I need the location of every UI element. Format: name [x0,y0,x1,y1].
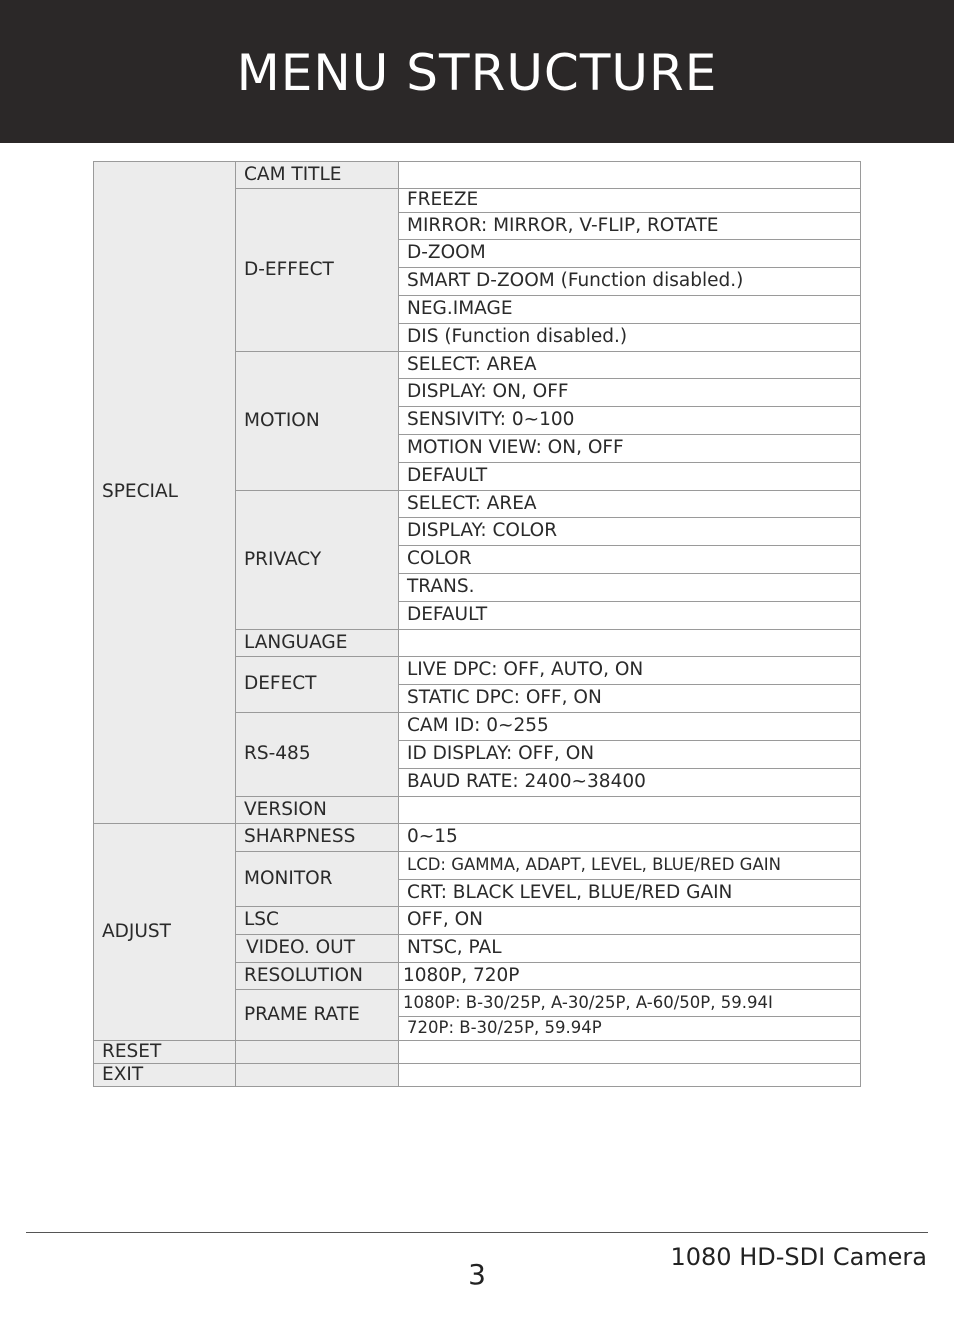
menu-resolution: RESOLUTION [236,963,399,990]
menu-reset: RESET [94,1041,236,1064]
menu-value: FREEZE [399,189,861,213]
menu-frame-rate: PRAME RATE [236,990,399,1041]
menu-value: SENSIVITY: 0~100 [399,407,861,435]
menu-value: CAM ID: 0~255 [399,713,861,741]
menu-value: MIRROR: MIRROR, V-FLIP, ROTATE [399,213,861,240]
menu-value: NTSC, PAL [399,935,861,963]
table-row [94,162,861,189]
menu-value: SELECT: AREA [399,491,861,518]
menu-value-empty [399,797,861,824]
menu-value: DISPLAY: COLOR [399,518,861,546]
menu-value: 0~15 [399,824,861,852]
menu-submenu-empty [236,1041,399,1064]
menu-value: ID DISPLAY: OFF, ON [399,741,861,769]
menu-value: DISPLAY: ON, OFF [399,379,861,407]
menu-value: 720P: B-30/25P, 59.94P [399,1017,861,1041]
menu-value-empty [399,1041,861,1064]
menu-language: LANGUAGE [236,630,399,657]
menu-privacy: PRIVACY [236,491,399,630]
menu-value-empty [399,630,861,657]
footer-product-name: 1080 HD-SDI Camera [670,1243,927,1271]
menu-value: OFF, ON [399,907,861,935]
menu-value: MOTION VIEW: ON, OFF [399,435,861,463]
menu-value: 1080P: B-30/25P, A-30/25P, A-60/50P, 59.94I [399,990,861,1017]
menu-value: COLOR [399,546,861,574]
table-row [94,1041,861,1064]
menu-version: VERSION [236,797,399,824]
page-title: MENU STRUCTURE [236,44,718,102]
menu-value: DEFAULT [399,602,861,630]
menu-value: BAUD RATE: 2400~38400 [399,769,861,797]
menu-value: 1080P, 720P [399,963,861,990]
table-row [94,1064,861,1087]
menu-value: NEG.IMAGE [399,296,861,324]
menu-value-empty [399,1064,861,1087]
menu-value: SELECT: AREA [399,352,861,379]
menu-value: STATIC DPC: OFF, ON [399,685,861,713]
page-number: 3 [468,1258,486,1291]
menu-value: SMART D-ZOOM (Function disabled.) [399,268,861,296]
menu-video-out: VIDEO. OUT [236,935,399,963]
menu-rs485: RS-485 [236,713,399,797]
menu-value: LIVE DPC: OFF, AUTO, ON [399,657,861,685]
menu-special: SPECIAL [94,162,236,824]
menu-value: TRANS. [399,574,861,602]
menu-value: CRT: BLACK LEVEL, BLUE/RED GAIN [399,880,861,907]
menu-sharpness: SHARPNESS [236,824,399,852]
menu-exit: EXIT [94,1064,236,1087]
page-header [0,0,954,143]
table-row [94,824,861,852]
menu-value: DEFAULT [399,463,861,491]
menu-defect: DEFECT [236,657,399,713]
menu-value: DIS (Function disabled.) [399,324,861,352]
menu-value: LCD: GAMMA, ADAPT, LEVEL, BLUE/RED GAIN [399,852,861,880]
menu-lsc: LSC [236,907,399,935]
menu-submenu-empty [236,1064,399,1087]
menu-motion: MOTION [236,352,399,491]
menu-value: D-ZOOM [399,240,861,268]
menu-adjust: ADJUST [94,824,236,1041]
menu-monitor: MONITOR [236,852,399,907]
menu-value-empty [399,162,861,189]
menu-structure-table [93,161,861,1087]
menu-d-effect: D-EFFECT [236,189,399,352]
footer-divider [26,1232,928,1233]
menu-cam-title: CAM TITLE [236,162,399,189]
